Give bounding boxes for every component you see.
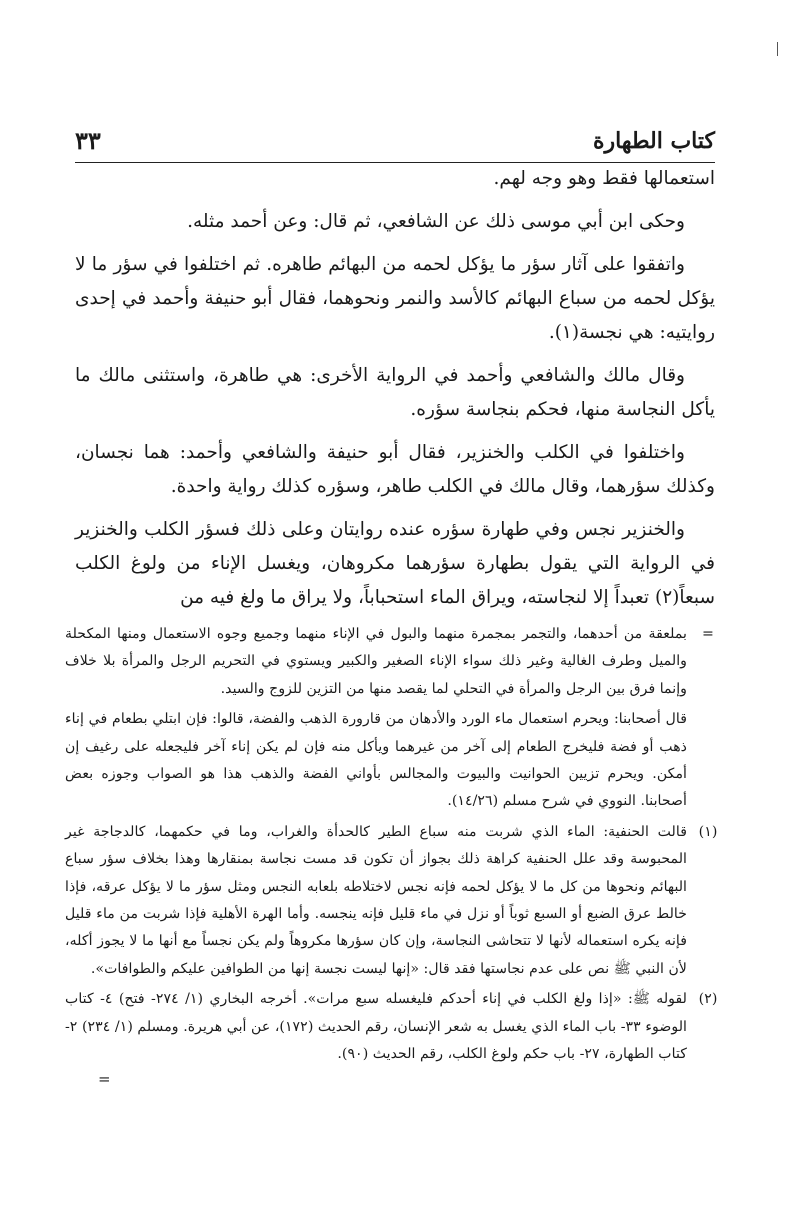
body-paragraph: استعمالها فقط وهو وجه لهم.: [493, 168, 715, 189]
page-edge-mark: [777, 42, 778, 56]
main-text: [75, 162, 715, 624]
page-number: ٣٣: [75, 126, 101, 155]
continuation-mark: =: [702, 626, 714, 642]
trailing-continuation-mark: =: [98, 1070, 111, 1088]
footnote-text: قالت الحنفية: الماء الذي شربت منه سباع الطير كالحدأة والغراب، وما في حكمهما، كالدجاجة غير المحبوسة وقد علل الحنفية كراهة ذلك بجواز أن تكون قد مست نجاسة بمنقارها وهذا بخلاف سؤر سباع البهائم ونحوها من كل ما لا يؤكل لحمه فإنه نجس لاختلاطه بلعابه النجس ومثل سؤر ما لا يؤكل عرقه، فإذا خالط عرق الضبع أو السبع ثوباً أو نزل في ماء قليل فإنه ينجسه. وأما الهرة الأهلية فإذا شربت من ماء قليل فإنه يكره استعماله لأنها لا تتحاشى النجاسة، وإن كان سؤرها مكروهاً ولم يكن نجساً مع أنها ما لا يجوز أكله، لأن النبي ﷺ نص على عدم نجاستها فقد قال: «إنها ليست نجسة إنها من الطوافين عليكم والطوافات».: [65, 823, 687, 977]
footnote-marker: (٢): [698, 991, 718, 1008]
chapter-title: كتاب الطهارة: [592, 128, 715, 154]
footnote-continuation: [65, 621, 725, 816]
body-paragraph: وحكى ابن أبي موسى ذلك عن الشافعي، ثم قال: وعن أحمد مثله.: [187, 211, 685, 232]
footnotes-section: [65, 621, 725, 1072]
footnote-marker: (١): [698, 823, 718, 840]
footnote-paragraph: بملعقة من أحدهما، والتجمر بمجمرة منهما والبول في الإناء منهما وجميع وجوه الاستعمال ومنها المكحلة والميل وطرف الغالية وغير ذلك سواء الإناء الصغير والكبير ويستوي في التحريم الرجل والمرأة بلا خلاف وإنما فرق بين الرجل والمرأة في التحلي لما يقصد منها من التزين للزوج والسيد.: [65, 626, 687, 697]
footnote-paragraph: قال أصحابنا: ويحرم استعمال ماء الورد والأدهان من قارورة الذهب والفضة، قالوا: فإن ابتلي بطعام في إناء ذهب أو فضة فليخرج الطعام إلى آخر من غيرهما ويأكل منه فإن لم يكن إناء آخر فليجعله على رغيف إن أمكن. ويحرم تزيين الحوانيت والبيوت والمجالس بأواني الفضة والذهب هذا هو الصواب وجوزه بعض أصحابنا. النووي في شرح مسلم (١٤/٢٦).: [65, 711, 688, 810]
footnote-text: لقوله ﷺ: «إذا ولغ الكلب في إناء أحدكم فليغسله سبع مرات». أخرجه البخاري (١/ ٢٧٤- فتح) ٤- كتاب الوضوء ٣٣- باب الماء الذي يغسل به شعر الإنسان، رقم الحديث (١٧٢)، عن أبي هريرة. ومسلم (١/ ٢٣٤) ٢- كتاب الطهارة، ٢٧- باب حكم ولوغ الكلب، رقم الحديث (٩٠).: [65, 991, 688, 1063]
footnote-1: [65, 819, 725, 983]
body-paragraph: واتفقوا على آثار سؤر ما يؤكل لحمه من البهائم طاهره. ثم اختلفوا في سؤر ما لا يؤكل لحمه من سباع البهائم كالأسد والنمر ونحوهما، فقال أبو حنيفة وأحمد في إحدى روايتيه: هي نجسة(١).: [75, 254, 715, 343]
body-paragraph: وقال مالك والشافعي وأحمد في الرواية الأخرى: هي طاهرة، واستثنى مالك ما يأكل النجاسة منها، فحكم بنجاسة سؤره.: [75, 365, 715, 420]
body-paragraph: والخنزير نجس وفي طهارة سؤره عنده روايتان وعلى ذلك فسؤر الكلب والخنزير في الرواية التي يقول بطهارة سؤرهما مكروهان، ويغسل الإناء من ولوغ الكلب سبعاً(٢) تعبداً إلا لنجاسته، ويراق الماء استحباباً، ولا يراق ما ولغ فيه من: [75, 519, 715, 608]
running-header: [75, 122, 715, 163]
body-paragraph: واختلفوا في الكلب والخنزير، فقال أبو حنيفة والشافعي وأحمد: هما نجسان، وكذلك سؤرهما، وقال مالك في الكلب طاهر، وسؤره كذلك رواية واحدة.: [75, 442, 715, 497]
footnote-2: [65, 986, 725, 1068]
